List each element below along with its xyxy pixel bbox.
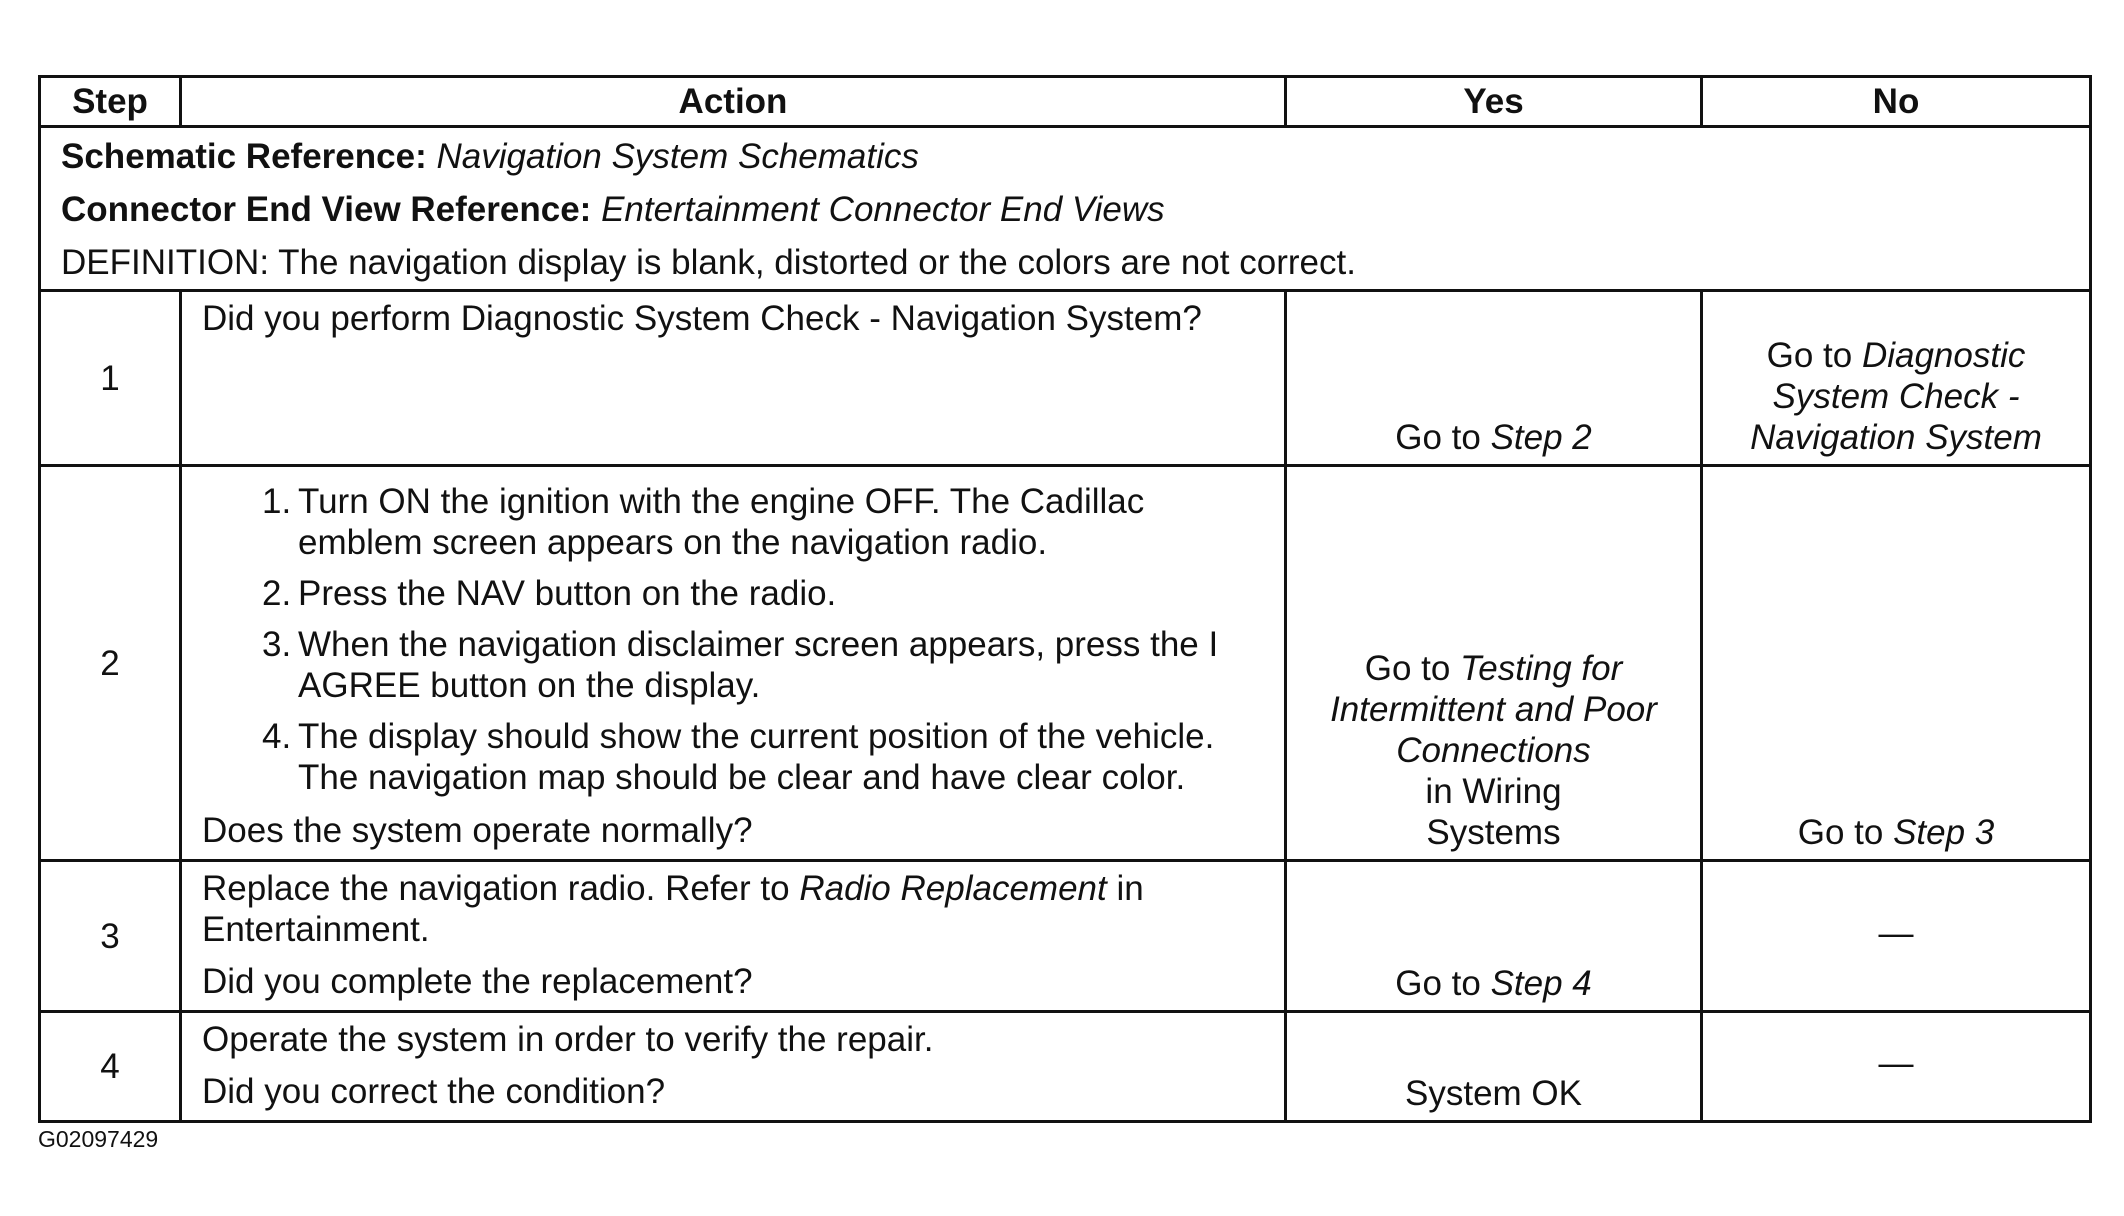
- no-link[interactable]: Diagnostic System Check - Navigation System: [1750, 336, 2042, 457]
- header-row: [40, 77, 2091, 127]
- no-cell: [1702, 291, 2091, 466]
- action-cell: [181, 861, 1286, 1012]
- no-cell: —: [1702, 861, 2091, 1012]
- figure-id: G02097429: [38, 1126, 159, 1152]
- action-list-item: 2. Press the NAV button on the radio.: [262, 574, 837, 613]
- yes-cell: [1286, 291, 1702, 466]
- schematic-reference-link[interactable]: Navigation System Schematics: [436, 137, 919, 176]
- question-text: Did you correct the condition?: [202, 1072, 666, 1111]
- yes-link[interactable]: Step 4: [1490, 964, 1592, 1003]
- yes-cell: [1286, 466, 1702, 861]
- reference-cell: [40, 127, 2091, 291]
- step-number: 4: [40, 1012, 181, 1122]
- question-text: Did you perform Diagnostic System Check - Navigation System?: [202, 299, 1202, 338]
- yes-cell: [1286, 861, 1702, 1012]
- action-list-item: 4. The display should show the current position of the vehicle. The navigation map should be clear and have clear color.: [262, 717, 1215, 797]
- yes-cell: System OK: [1286, 1012, 1702, 1122]
- action-list: [202, 481, 1274, 798]
- action-text: Replace the navigation radio. Refer to Radio Replacement in Entertainment.: [202, 869, 1144, 949]
- action-list-item: 3. When the navigation disclaimer screen appears, press the I AGREE button on the display.: [262, 625, 1219, 705]
- no-prefix: Go to: [1766, 336, 1853, 375]
- action-list-item: 1. Turn ON the ignition with the engine OFF. The Cadillac emblem screen appears on the navigation radio.: [262, 482, 1145, 562]
- header-yes: Yes: [1286, 77, 1702, 127]
- yes-link[interactable]: Step 2: [1490, 418, 1592, 457]
- step-row-2: [40, 466, 2091, 861]
- step-row-3: [40, 861, 2091, 1012]
- action-cell: [181, 291, 1286, 466]
- header-action: Action: [181, 77, 1286, 127]
- radio-replacement-link[interactable]: Radio Replacement: [799, 869, 1107, 908]
- schematic-reference: [61, 136, 2069, 177]
- step-row-1: [40, 291, 2091, 466]
- step-number: 1: [40, 291, 181, 466]
- diagnostic-table: [38, 75, 2092, 1123]
- yes-prefix: Go to: [1364, 649, 1451, 688]
- action-cell: [181, 466, 1286, 861]
- step-number: 3: [40, 861, 181, 1012]
- action-text: Operate the system in order to verify the repair.: [202, 1020, 934, 1059]
- yes-prefix: Go to: [1395, 964, 1481, 1003]
- step-number: 2: [40, 466, 181, 861]
- header-no: No: [1702, 77, 2091, 127]
- step-row-4: [40, 1012, 2091, 1122]
- reference-row: [40, 127, 2091, 291]
- question-text: Did you complete the replacement?: [202, 962, 753, 1001]
- no-cell: [1702, 466, 2091, 861]
- no-link[interactable]: Step 3: [1893, 813, 1995, 852]
- connector-reference-label: Connector End View Reference:: [61, 190, 592, 229]
- connector-reference-link[interactable]: Entertainment Connector End Views: [601, 190, 1165, 229]
- question-text: Does the system operate normally?: [202, 811, 753, 850]
- header-step: Step: [40, 77, 181, 127]
- action-cell: [181, 1012, 1286, 1122]
- definition-text: DEFINITION: The navigation display is blank, distorted or the colors are not correct.: [61, 243, 1356, 282]
- yes-link[interactable]: Testing for Intermittent and Poor Connections: [1330, 649, 1657, 770]
- yes-suffix: in Wiring Systems: [1425, 772, 1562, 852]
- yes-prefix: Go to: [1395, 418, 1481, 457]
- no-prefix: Go to: [1797, 813, 1884, 852]
- connector-reference: [61, 189, 2069, 230]
- schematic-reference-label: Schematic Reference:: [61, 137, 427, 176]
- no-cell: —: [1702, 1012, 2091, 1122]
